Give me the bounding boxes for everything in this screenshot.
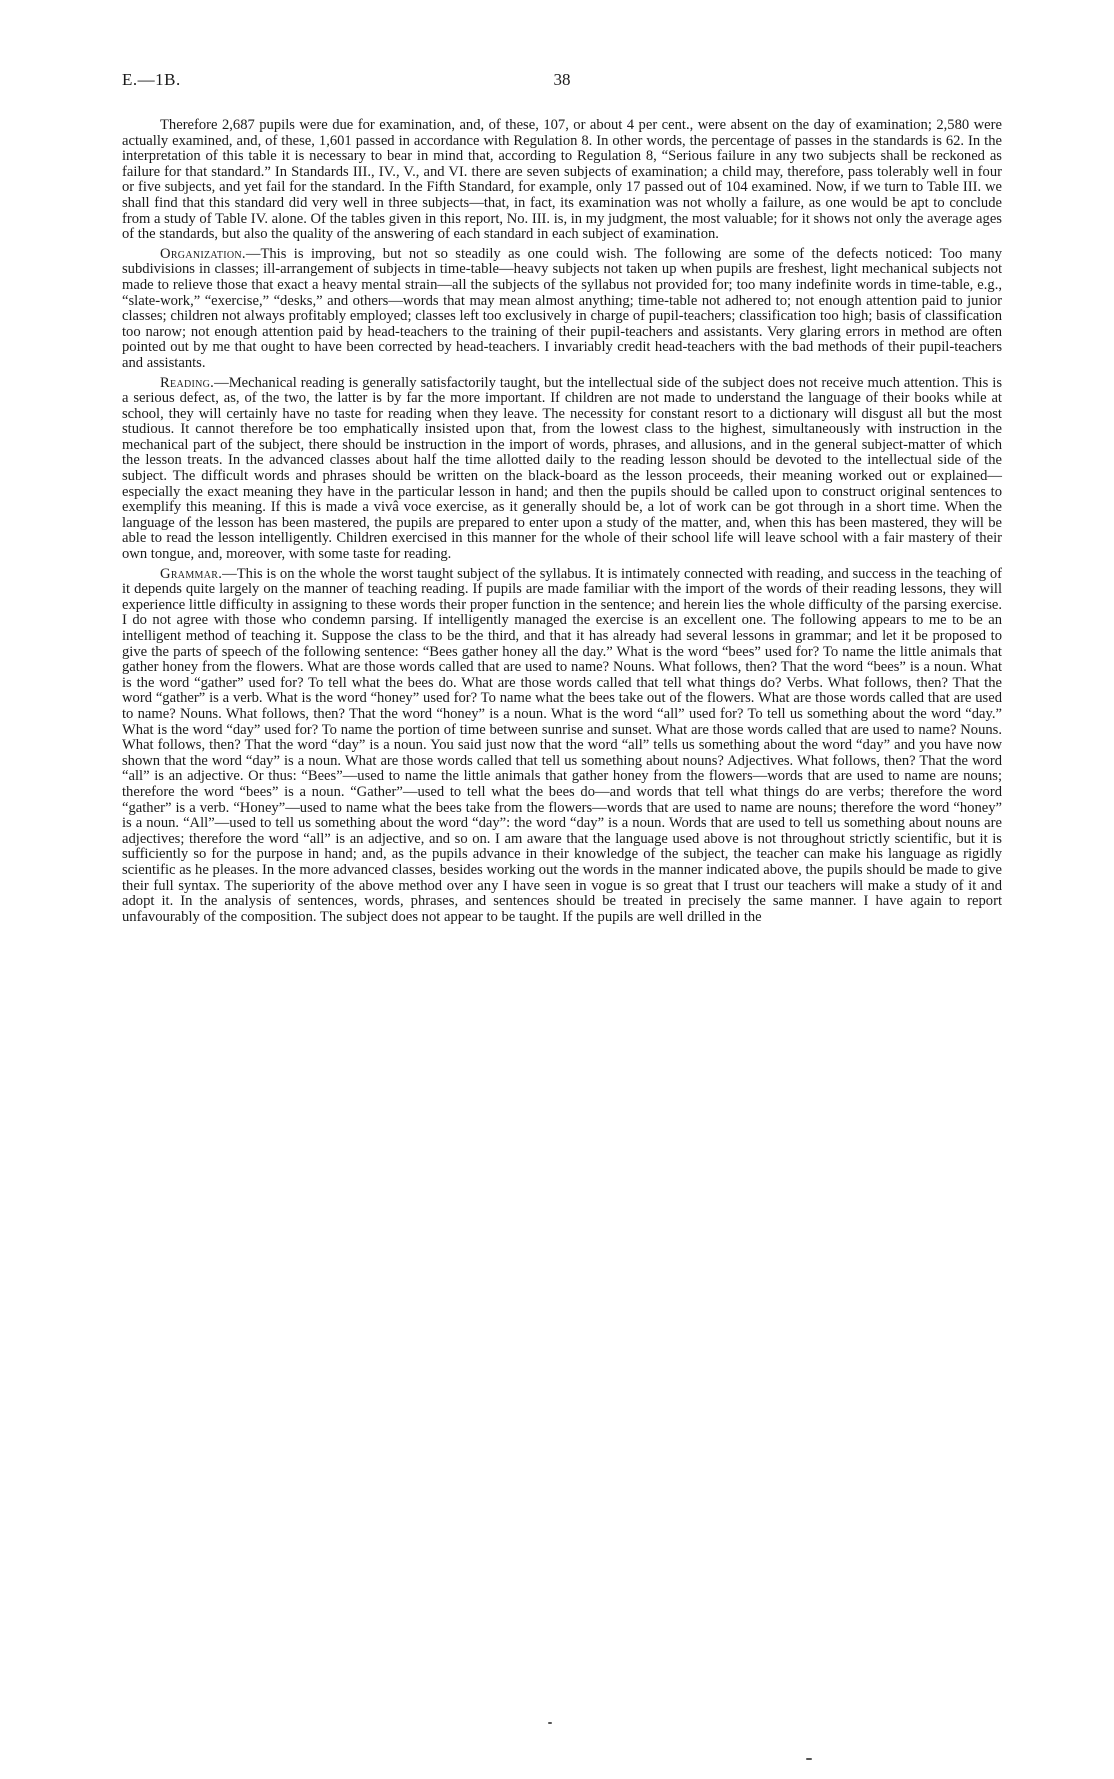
print-speck	[806, 1758, 812, 1760]
page-number: 38	[553, 70, 571, 89]
section-heading-grammar: Grammar.	[160, 565, 223, 582]
paragraph-exam-results	[122, 118, 1002, 243]
paragraph-text: —Mechanical reading is generally satisfactorily taught, but the intellectual side of the subject does not receive much attention. This is a serious defect, as, of the two, the latter is by far the more important. If children are not made to understand the language of their books while at school, they will certainly have no taste for reading when they leave. The necessity for constant resort to a dictionary will disgust all but the most studious. It cannot therefore be too emphatically insisted upon that, from the lowest class to the highest, simultaneously with instruction in the mechanical part of the subject, there should be instruction in the import of words, phrases, and allusions, and in the general subject-matter of which the lesson treats. In the advanced classes about half the time allotted daily to the reading lesson should be devoted to the intellectual side of the subject. The difficult words and phrases should be written on the black-board as the lesson proceeds, their meaning worked out or explained—especially the exact meaning they have in the particular lesson in hand; and then the pupils should be called upon to construct original sentences to exemplify this meaning. If this is made a vivâ voce exercise, as it generally should be, a lot of work can be got through in a short time. When the language of the lesson has been mastered, the pupils are prepared to enter upon a study of the matter, and, when this has been mastered, they will be able to read the lesson intelligently. Children exercised in this manner for the whole of their school life will leave school with a fair mastery of their own tongue, and, moreover, with some taste for reading.	[122, 374, 1002, 563]
paragraph-text: —This is on the whole the worst taught subject of the syllabus. It is intimately connected with reading, and success in the teaching of it depends quite largely on the manner of teaching reading. If pupils are made familiar with the import of the words of their reading lessons, they will experience little difficulty in assigning to these words their proper function in the sentence; and herein lies the whole difficulty of the parsing exercise. I do not agree with those who condemn parsing. If intelligently managed the exercise is an excellent one. The following appears to me to be an intelligent method of teaching it. Suppose the class to be the third, and that it has already had several lessons in grammar; and let it be proposed to give the parts of speech of the following sentence: “Bees gather honey all the day.” What is the word “bees” used for? To name the little animals that gather honey from the flowers. What are those words called that are used to name? Nouns. What follows, then? That the word “bees” is a noun. What is the word “gather” used for? To tell what the bees do. What are those words called that tell what things do? Verbs. What follows, then? That the word “gather” is a verb. What is the word “honey” used for? To name what the bees take out of the flowers. What are those words called that are used to name? Nouns. What follows, then? That the word “honey” is a noun. What is the word “all” used for? To tell us something about the word “day.” What is the word “day” used for? To name the portion of time between sunrise and sunset. What are those words called that are used to name? Nouns. What follows, then? That the word “day” is a noun. You said just now that the word “all” tells us something about the word “day” and you have now shown that the word “day” is a noun. What are those words called that tell us something about nouns? Adjectives. What follows, then? That the word “all” is an adjective. Or thus: “Bees”—used to name the little animals that gather honey from the flowers—words that are used to name are nouns; therefore the word “bees” is a noun. “Gather”—used to tell what the bees do—and words that tell what things do are verbs; therefore the word “gather” is a verb. “Honey”—used to name what the bees take from the flowers—words that are used to name are nouns; therefore the word “honey” is a noun. “All”—used to tell us something about the word “day”: the word “day” is a noun. Words that are used to tell us something about nouns are adjectives; therefore the word “all” is an adjective, and so on. I am aware that the language used above is not throughout strictly scientific, but it is sufficiently so for the purpose in hand; and, as the pupils advance in their knowledge of the subject, the teacher can make his language as rigidly scientific as he pleases. In the more advanced classes, besides working out the words in the manner indicated above, the pupils should be made to give their full syntax. The superiority of the above method over any I have seen in vogue is so great that I trust our teachers will make a study of it and adopt it. In the analysis of sentences, words, phrases, and sentences should be treated in precisely the same manner. I have again to report unfavourably of the composition. The subject does not appear to be taught. If the pupils are well drilled in the	[122, 565, 1002, 925]
paragraph-text: —This is improving, but not so steadily as one could wish. The following are some of the defects noticed: Too many subdivisions in classes; ill-arrangement of subjects in time-table—heavy subjects not taken up when pupils are freshest, light mechanical subjects not made to relieve those that exact a heavy mental strain—all the subjects of the syllabus not provided for; too many indefinite words in time-table, e.g., “slate-work,” “exercise,” “desks,” and others—words that may mean almost anything; time-table not adhered to; not enough attention paid to junior classes; children not always profitably employed; classes left too exclusively in charge of pupil-teachers; classification too high; basis of classification too narow; not enough attention paid by head-teachers to the training of their pupil-teachers and assistants. Very glaring errors in method are often pointed out by me that ought to have been corrected by head-teachers. I invariably credit head-teachers with the bad methods of their pupil-teachers and assistants.	[122, 245, 1002, 371]
paragraph-text: Therefore 2,687 pupils were due for examination, and, of these, 107, or about 4 per cent., were absent on the day of examination; 2,580 were actually examined, and, of these, 1,601 passed in accordance with Regulation 8. In other words, the percentage of passes in the standards is 62. In the interpretation of this table it is necessary to bear in mind that, according to Regulation 8, “Serious failure in any two subjects shall be reckoned as failure for that standard.” In Standards III., IV., V., and VI. there are seven subjects of examination; a child may, therefore, pass tolerably well in four or five subjects, and yet fail for the standard. In the Fifth Standard, for example, only 17 passed out of 104 examined. Now, if we turn to Table III. we shall find that this standard did very well in three subjects—that, in fact, its examination was not wholly a failure, as one would be apt to conclude from a study of Table IV. alone. Of the tables given in this report, No. III. is, in my judgment, the most valuable; for it shows not only the average ages of the standards, but also the quality of the answering of each standard in each subject of examination.	[122, 117, 1002, 243]
section-heading-organization: Organization.	[160, 245, 246, 262]
document-reference: E.—1B.	[122, 70, 181, 89]
page-header	[122, 70, 1002, 96]
section-heading-reading: Reading.	[160, 374, 215, 391]
report-body	[122, 118, 1002, 929]
paragraph-grammar	[122, 567, 1002, 926]
print-speck	[548, 1722, 552, 1724]
paragraph-reading	[122, 376, 1002, 563]
paragraph-organization	[122, 247, 1002, 372]
